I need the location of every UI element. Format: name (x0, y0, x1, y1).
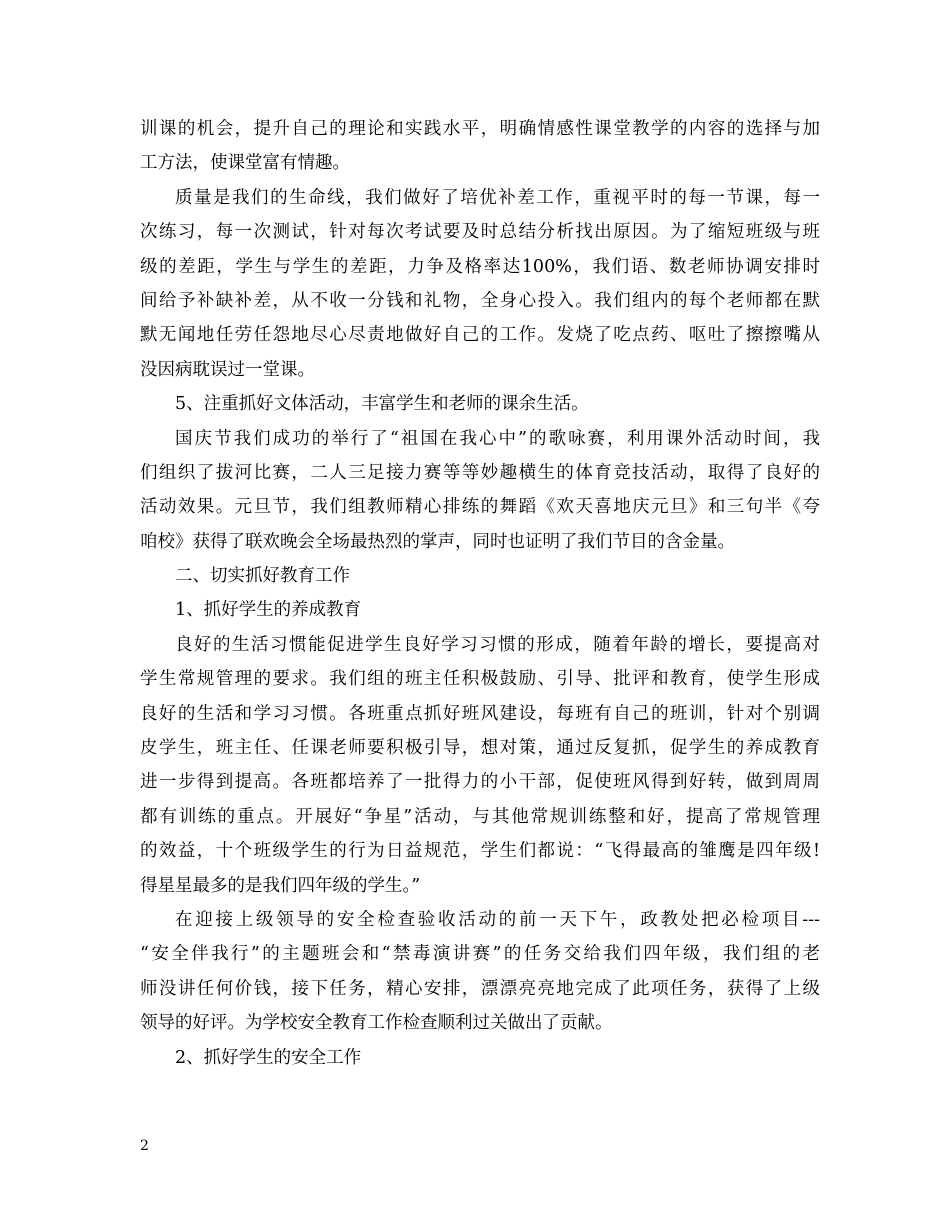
text-line: 级的差距，学生与学生的差距，力争及格率达100%，我们语、数老师协调安排时 (140, 256, 820, 277)
text-line: 师没讲任何价钱，接下任务，精心安排，漂漂亮亮地完成了此项任务，获得了上级 (140, 978, 820, 999)
text-line: 工方法，使课堂富有情趣。 (140, 153, 350, 174)
text-line: 们组织了拔河比赛，二人三足接力赛等等妙趣横生的体育竞技活动，取得了良好的 (140, 462, 820, 483)
text-line: 1、抓好学生的养成教育 (175, 600, 362, 621)
document-body (140, 112, 820, 1075)
text-line: 得星星最多的是我们四年级的学生。” (140, 875, 421, 896)
text-line: 咱校》获得了联欢晚会全场最热烈的掌声，同时也证明了我们节目的含金量。 (140, 531, 735, 552)
text-line: 国庆节我们成功的举行了“祖国在我心中”的歌咏赛，利用课外活动时间，我 (175, 428, 820, 449)
text-line: “安全伴我行”的主题班会和“禁毒演讲赛”的任务交给我们四年级，我们组的老 (140, 944, 820, 965)
text-line: 默无闻地任劳任怨地尽心尽责地做好自己的工作。发烧了吃点药、呕吐了擦擦嘴从 (140, 325, 820, 346)
text-line: 没因病耽误过一堂课。 (140, 359, 315, 380)
text-line: 良好的生活和学习习惯。各班重点抓好班风建设，每班有自己的班训，针对个别调 (140, 703, 820, 724)
text-line: 皮学生，班主任、任课老师要积极引导，想对策，通过反复抓，促学生的养成教育 (140, 738, 820, 759)
text-line: 二、切实抓好教育工作 (175, 566, 350, 587)
text-line: 在迎接上级领导的安全检查验收活动的前一天下午，政教处把必检项目--- (175, 909, 820, 930)
text-line: 学生常规管理的要求。我们组的班主任积极鼓励、引导、批评和教育，使学生形成 (140, 669, 820, 690)
text-line: 领导的好评。为学校安全教育工作检查顺利过关做出了贡献。 (140, 1013, 613, 1034)
text-line: 的效益，十个班级学生的行为日益规范，学生们都说：“飞得最高的雏鹰是四年级! (140, 841, 820, 862)
text-line: 间给予补缺补差，从不收一分钱和礼物，全身心投入。我们组内的每个老师都在默 (140, 290, 820, 311)
text-line: 训课的机会，提升自己的理论和实践水平，明确情感性课堂教学的内容的选择与加 (140, 119, 820, 139)
text-line: 活动效果。元旦节，我们组教师精心排练的舞蹈《欢天喜地庆元旦》和三句半《夸 (140, 497, 820, 518)
text-line: 2、抓好学生的安全工作 (175, 1047, 362, 1068)
text-line: 质量是我们的生命线，我们做好了培优补差工作，重视平时的每一节课，每一 (175, 187, 820, 208)
text-line: 良好的生活习惯能促进学生良好学习习惯的形成，随着年龄的增长，要提高对 (175, 634, 820, 655)
text-line: 进一步得到提高。各班都培养了一批得力的小干部，促使班风得到好转，做到周周 (140, 772, 820, 793)
text-line: 5、注重抓好文体活动，丰富学生和老师的课余生活。 (175, 394, 589, 415)
text-line: 次练习，每一次测试，针对每次考试要及时总结分析找出原因。为了缩短班级与班 (140, 222, 820, 243)
text-line: 都有训练的重点。开展好“争星”活动，与其他常规训练整和好，提高了常规管理 (140, 806, 820, 827)
page-number: 2 (140, 1138, 149, 1154)
